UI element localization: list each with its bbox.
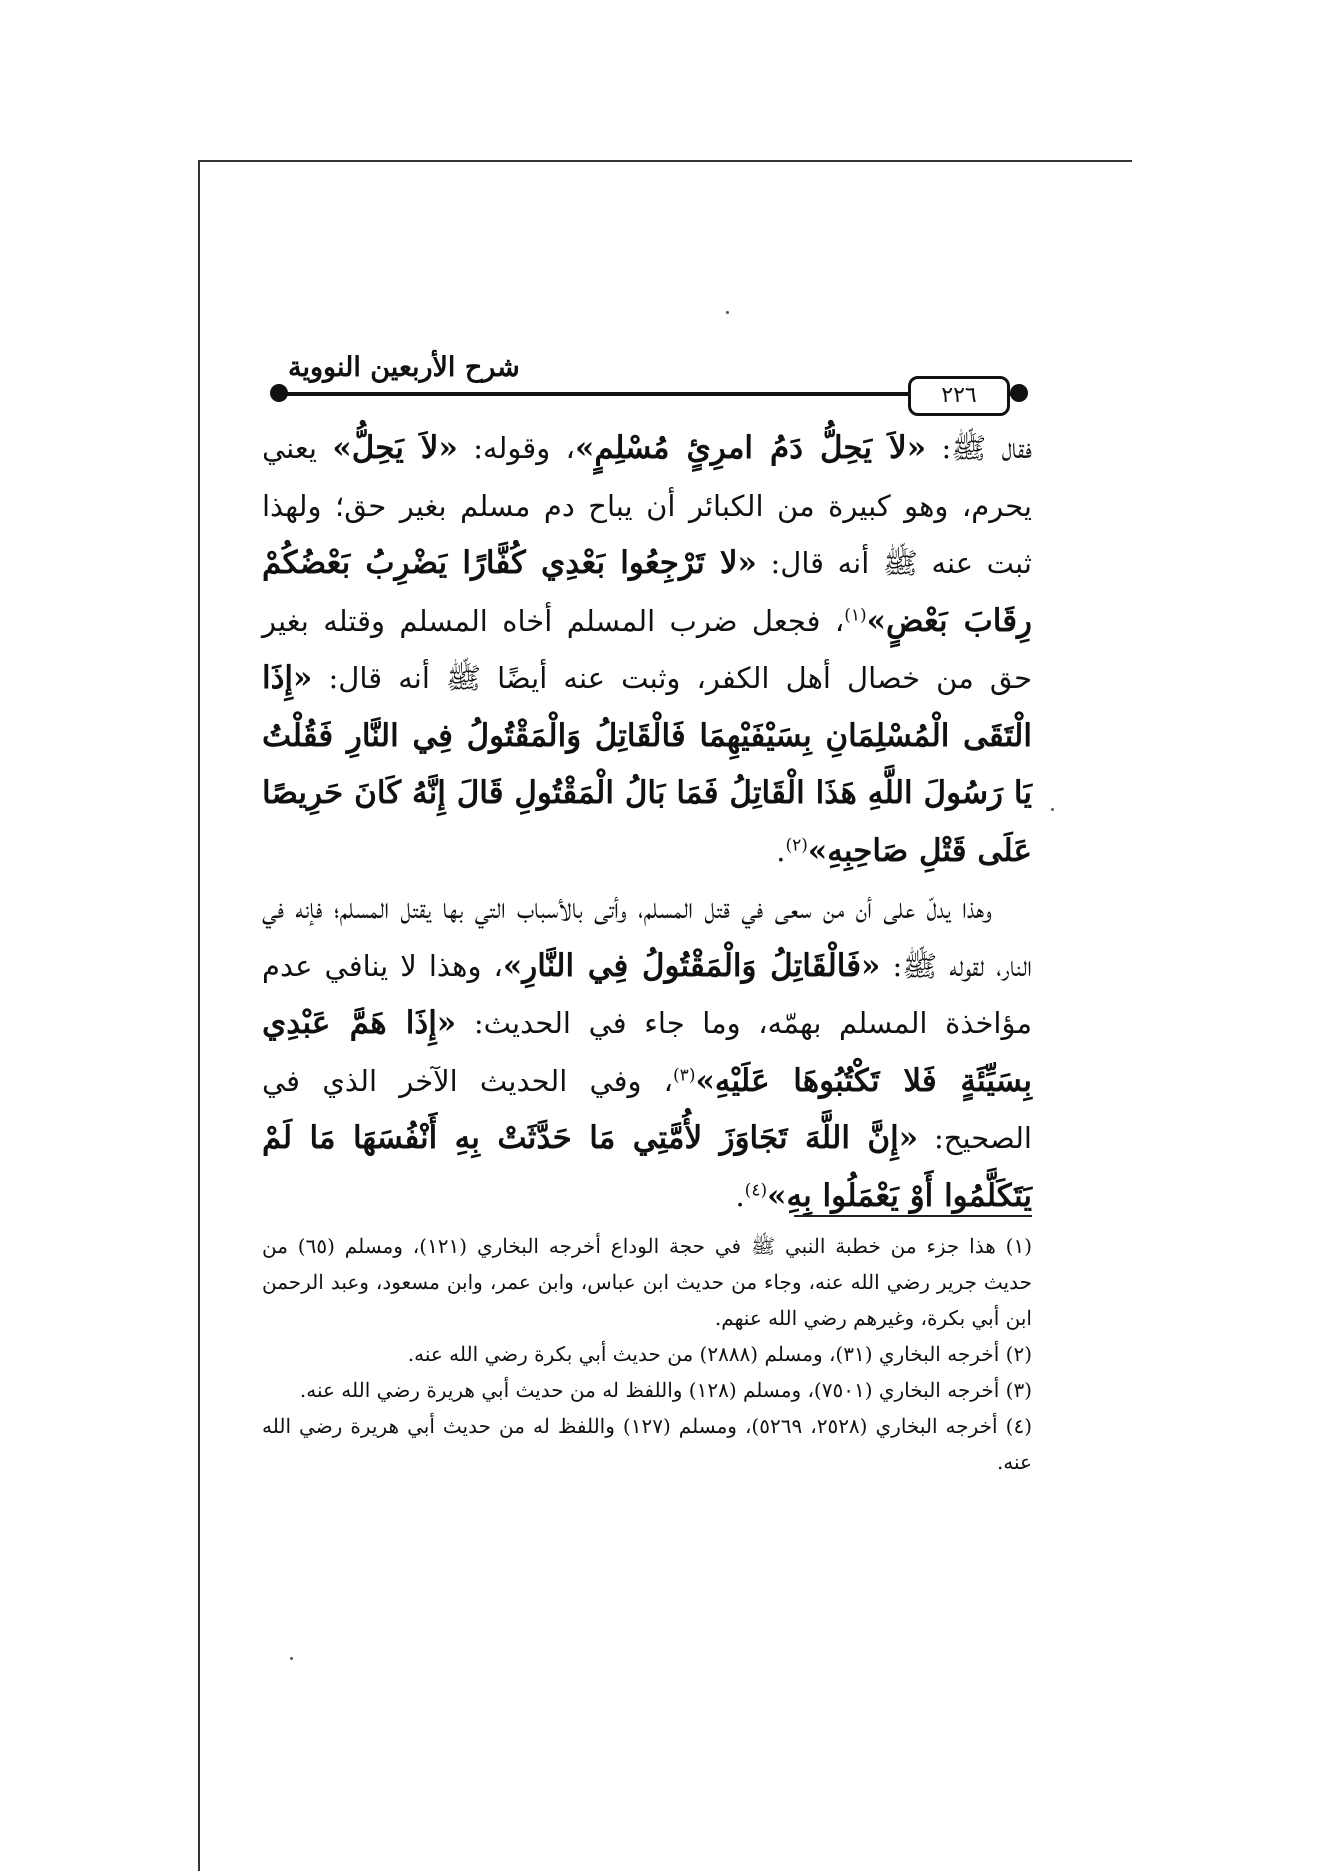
scan-speck bbox=[1051, 808, 1054, 811]
hadith-quote: «لا تَرْجِعُوا بَعْدِي كُفَّارًا يَضْرِبُ بَعْضُكُمْ رِقَابَ بَعْضٍ» bbox=[262, 545, 1032, 639]
page-header bbox=[262, 350, 1032, 420]
text-run: يعني يحرم، وهو كبيرة من الكبائر أن يباح دم مسلم بغير حق؛ ولهذا ثبت عنه ﷺ أنه قال: bbox=[262, 431, 1032, 580]
footnote-separator bbox=[794, 1215, 1032, 1217]
footnote-ref: (٤) bbox=[744, 1179, 768, 1200]
paragraph bbox=[262, 880, 1032, 1225]
text-run: وهذا يدلّ على أن من سعى في قتل المسلم، وأتى بالأسباب التي بها يقتل المسلم؛ فإنه في النار، لقوله ﷺ: bbox=[262, 891, 1032, 983]
page-number: ٢٢٦ bbox=[908, 376, 1010, 416]
scan-border-top bbox=[198, 160, 1132, 162]
text-run: فقال ﷺ: bbox=[926, 431, 1032, 465]
header-ornament-left bbox=[270, 384, 288, 402]
footnote: (١) هذا جزء من خطبة النبي ﷺ في حجة الوداع أخرجه البخاري (١٢١)، ومسلم (٦٥) من حديث جرير رضي الله عنه، وجاء من حديث ابن عباس، وابن عمر، وابن مسعود، وعبد الرحمن ابن أبي بكرة، وغيرهم رضي الله عنهم. bbox=[262, 1234, 1032, 1330]
footnote: (٢) أخرجه البخاري (٣١)، ومسلم (٢٨٨٨) من حديث أبي بكرة رضي الله عنه. bbox=[407, 1342, 1032, 1366]
paragraph bbox=[262, 420, 1032, 880]
footnote-ref: (١) bbox=[844, 604, 867, 625]
scan-speck bbox=[726, 311, 729, 314]
hadith-quote: «إِذَا الْتَقَى الْمُسْلِمَانِ بِسَيْفَيْهِمَا فَالْقَاتِلُ وَالْمَقْتُولُ فِي النَّارِ فَقُلْتُ يَا رَسُولَ اللَّهِ هَذَا الْقَاتِلُ فَمَا بَالُ الْمَقْتُولِ قَالَ إِنَّهُ كَانَ حَرِيصًا عَلَى قَتْلِ صَاحِبِهِ» bbox=[262, 660, 1032, 869]
hadith-quote: «إِذَا هَمَّ عَبْدِي بِسَيِّئَةٍ فَلا تَكْتُبُوهَا عَلَيْهِ» bbox=[262, 1005, 1032, 1099]
footnote: (٣) أخرجه البخاري (٧٥٠١)، ومسلم (١٢٨) واللفظ له من حديث أبي هريرة رضي الله عنه. bbox=[299, 1378, 1032, 1402]
body-text bbox=[262, 420, 1032, 1225]
footnote-ref: (٣) bbox=[673, 1064, 696, 1085]
book-page bbox=[262, 350, 1032, 1520]
header-rule bbox=[280, 392, 1014, 396]
text-run: . bbox=[776, 833, 786, 868]
scan-border-left bbox=[198, 160, 200, 1871]
footnotes bbox=[262, 1228, 1032, 1480]
hadith-quote: «لاَ يَحِلُّ دَمُ امرِئٍ مُسْلِمٍ» bbox=[574, 430, 927, 466]
book-title: شرح الأربعين النووية bbox=[282, 352, 526, 383]
text-run: ، وقوله: bbox=[457, 431, 575, 465]
text-run: ، وهذا لا ينافي عدم مؤاخذة المسلم بهمّه، وما جاء في الحديث: bbox=[262, 948, 1033, 1040]
text-run: . bbox=[735, 1178, 745, 1213]
header-ornament-right bbox=[1010, 384, 1028, 402]
text-run: ، وفي الحديث الآخر الذي في الصحيح: bbox=[262, 1063, 1032, 1155]
footnote: (٤) أخرجه البخاري (٢٥٢٨، ٥٢٦٩)، ومسلم (١٢٧) واللفظ له من حديث أبي هريرة رضي الله عنه. bbox=[262, 1414, 1032, 1474]
hadith-quote: «لاَ يَحِلُّ» bbox=[332, 430, 458, 466]
footnote-ref: (٢) bbox=[785, 834, 808, 855]
scan-speck bbox=[290, 1657, 293, 1660]
hadith-quote: «إِنَّ اللَّهَ تَجَاوَزَ لأُمَّتِي مَا حَدَّثَتْ بِهِ أَنْفُسَهَا مَا لَمْ يَتَكَلَّمُوا أَوْ يَعْمَلُوا بِهِ» bbox=[262, 1120, 1032, 1214]
hadith-quote: «فَالْقَاتِلُ وَالْمَقْتُولُ فِي النَّارِ» bbox=[502, 947, 881, 984]
text-run: ، فجعل ضرب المسلم أخاه المسلم وقتله بغير حق من خصال أهل الكفر، وثبت عنه أيضًا ﷺ أنه قال: bbox=[262, 603, 1032, 695]
